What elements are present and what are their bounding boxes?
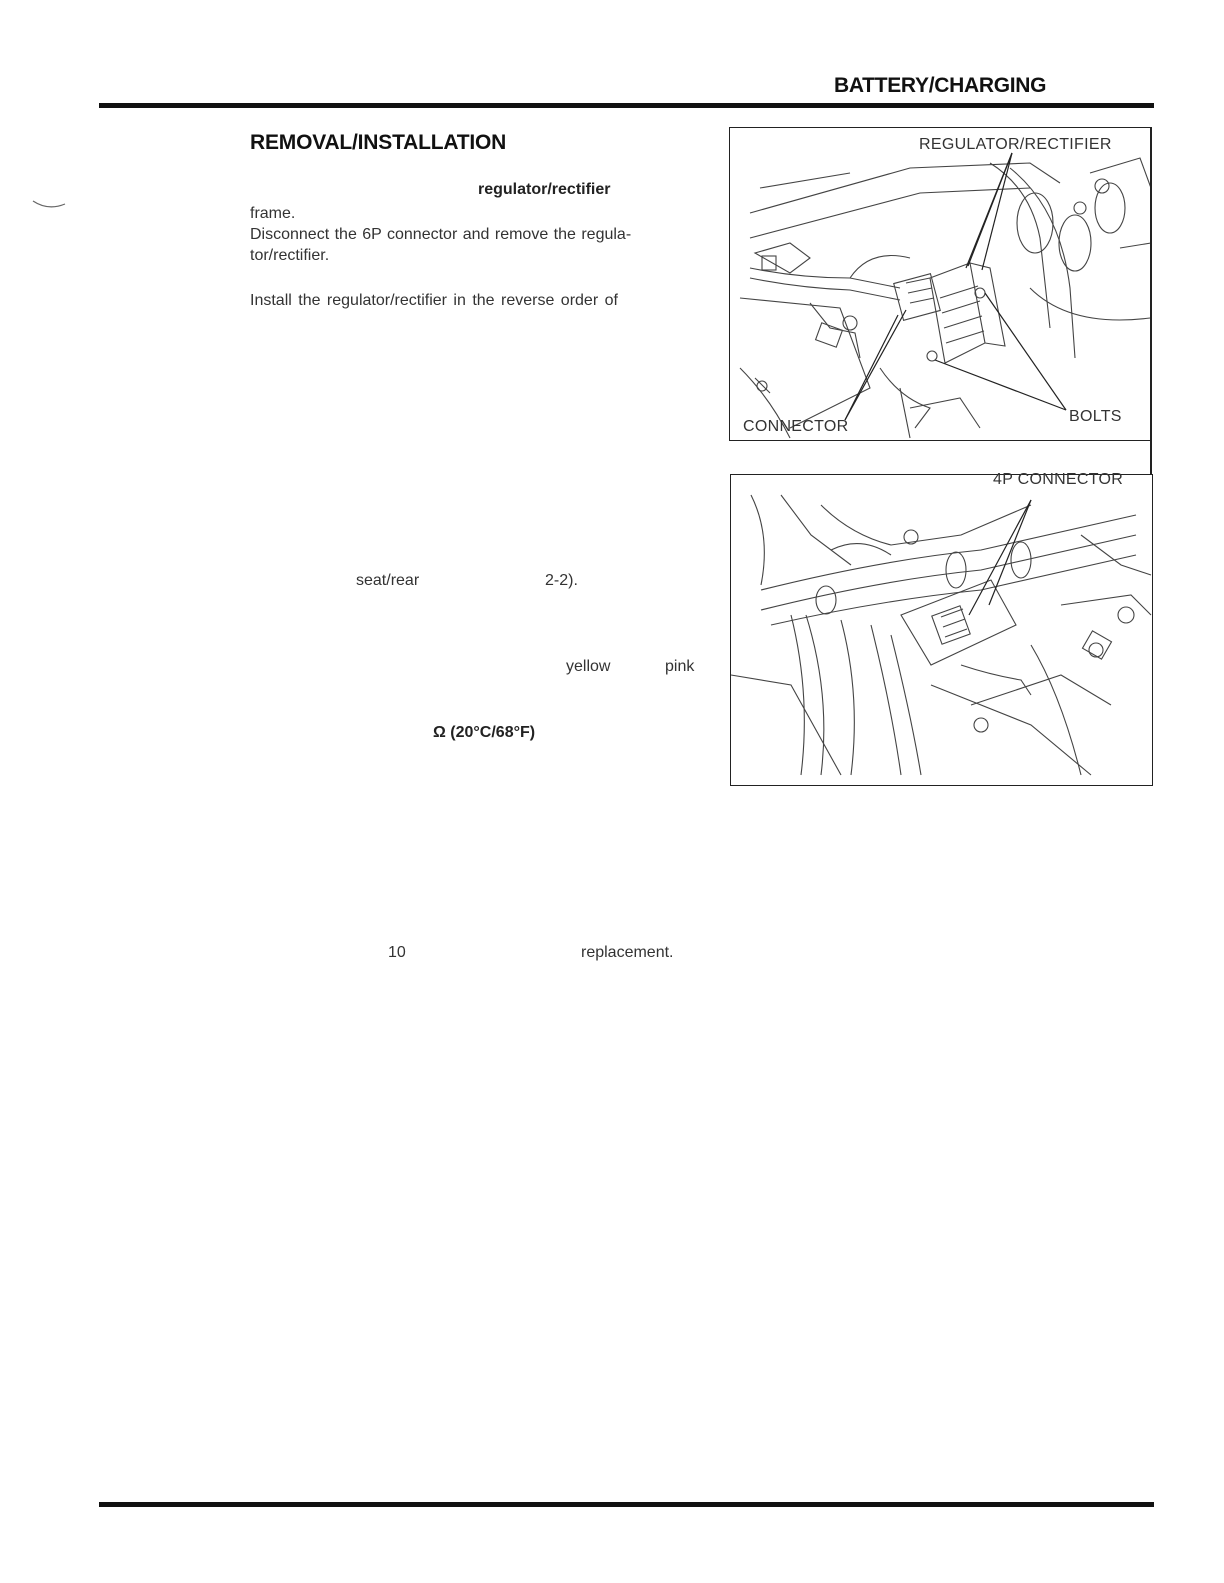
figure-divider-line	[1150, 127, 1152, 474]
label-connector-partial: 4P CONNECTOR	[993, 471, 1124, 488]
margin-mark	[30, 195, 70, 215]
text-resistance-fragment: Ω (20°C/68°F)	[433, 724, 536, 741]
header-rule	[99, 103, 1154, 108]
text-frame: frame.	[250, 205, 296, 222]
regulator-rectifier-illustration	[729, 127, 1152, 441]
text-seat-fragment: seat/rear	[356, 572, 420, 589]
regulator-drawing	[730, 128, 1151, 440]
text-regulator-fragment: regulator/rectifier	[478, 181, 611, 198]
section-title: BATTERY/CHARGING	[834, 74, 1047, 97]
label-connector: CONNECTOR	[743, 418, 849, 435]
text-pink-fragment: pink	[665, 658, 695, 675]
text-yellow-fragment: yellow	[566, 658, 611, 675]
text-install-line: Install the regulator/rectifier in the reverse order of	[250, 292, 618, 309]
label-bolts: BOLTS	[1069, 408, 1122, 425]
text-disconnect-line1: Disconnect the 6P connector and remove the regula-	[250, 226, 632, 243]
text-page-ref-fragment: 2-2).	[545, 572, 578, 589]
text-ten-fragment: 10	[388, 944, 406, 961]
text-disconnect-line2: tor/rectifier.	[250, 247, 330, 264]
removal-heading: REMOVAL/INSTALLATION	[250, 131, 507, 154]
connector-illustration	[730, 471, 1153, 786]
label-regulator-rectifier: REGULATOR/RECTIFIER	[919, 136, 1112, 153]
text-replacement-fragment: replacement.	[581, 944, 674, 961]
connector-drawing	[731, 471, 1152, 785]
footer-rule	[99, 1502, 1154, 1507]
